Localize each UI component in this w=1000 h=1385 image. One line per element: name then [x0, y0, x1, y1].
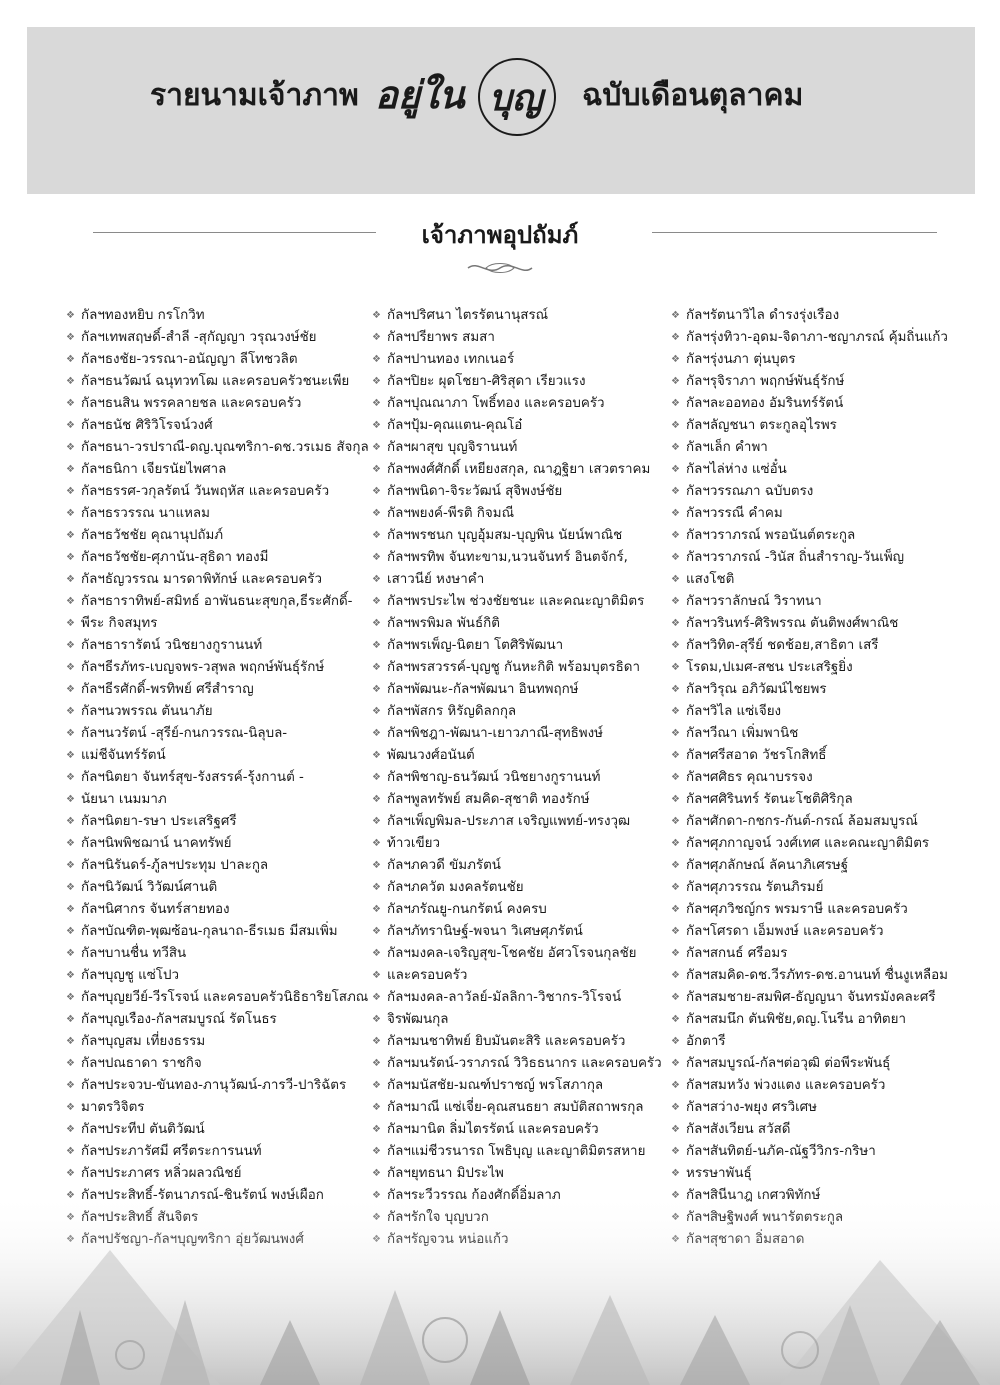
sponsor-name: ❖ กัลฯภควดี ขัมภรัตน์	[372, 855, 672, 877]
sponsor-name: ❖ นัยนา เนมมาภ	[66, 789, 366, 811]
sponsor-name: ❖ กัลฯวรรณภา ฉบับตรง	[671, 481, 971, 503]
sponsor-name: ❖ กัลฯภรัณยู-กนกรัตน์ คงครบ	[372, 899, 672, 921]
sponsor-name: ❖ พัฒนวงศ์อนันต์	[372, 745, 672, 767]
sponsor-name: ❖ กัลฯพยงค์-พีรติ กิจมณี	[372, 503, 672, 525]
sponsor-name: ❖ กัลฯศศิธร คุณาบรรจง	[671, 767, 971, 789]
sponsor-name: ❖ กัลฯปุ้ม-คุณแตน-คุณโอ๋	[372, 415, 672, 437]
sponsor-name: ❖ กัลฯปิยะ ผุดโชยา-ศิริสุดา เรียวแรง	[372, 371, 672, 393]
sponsor-name: ❖ กัลฯไล่ห่าง แซ่อั๋น	[671, 459, 971, 481]
sponsor-name: ❖ กัลฯปุณณาภา โพธิ์ทอง และครอบครัว	[372, 393, 672, 415]
sponsor-name: ❖ กัลฯบุญสม เที่ยงธรรม	[66, 1031, 366, 1053]
sponsor-name: ❖ กัลฯละออทอง อัมรินทร์รัตน์	[671, 393, 971, 415]
sponsor-name: ❖ และครอบครัว	[372, 965, 672, 987]
sponsor-name: ❖ กัลฯสมคิด-ดช.วีรภัทร-ดช.อานนท์ ซื่นงูเหลือม	[671, 965, 971, 987]
sponsor-name: ❖ เสาวนีย์ หงษาคำ	[372, 569, 672, 591]
sponsor-name: ❖ กัลฯสังเวียน สวัสดี	[671, 1119, 971, 1141]
sponsor-name: ❖ กัลฯธารารัตน์ วนิชยางกูรานนท์	[66, 635, 366, 657]
sponsor-name: ❖ กัลฯภัทรานิษฐ์-พจนา วิเศษศุภรัตน์	[372, 921, 672, 943]
sponsor-name: ❖ กัลฯศุภวรรณ รัตนภิรมย์	[671, 877, 971, 899]
title-left: รายนามเจ้าภาพ	[150, 78, 359, 113]
sponsor-name: ❖ กัลฯมงคล-ลาวัลย์-มัลลิกา-วิชากร-วิโรจน์	[372, 987, 672, 1009]
sponsor-name: ❖ กัลฯศักดา-กชกร-กันต์-กรณ์ ล้อมสมบูรณ์	[671, 811, 971, 833]
sponsor-name: ❖ กัลฯโศรดา เอ็มพงษ์ และครอบครัว	[671, 921, 971, 943]
sponsor-name: ❖ กัลฯนิศากร จันทร์สายทอง	[66, 899, 366, 921]
sponsor-name: ❖ โรดม,ปเมศ-สชน ประเสริฐยิ่ง	[671, 657, 971, 679]
sponsor-name: ❖ กัลฯพัฒนะ-กัลฯพัฒนา อินทพฤกษ์	[372, 679, 672, 701]
sponsor-name: ❖ กัลฯธนิกา เจียรนัยไพศาล	[66, 459, 366, 481]
sponsor-name: ❖ จิรพัฒนกุล	[372, 1009, 672, 1031]
divider-right	[652, 232, 937, 233]
sponsor-name: ❖ กัลฯมนรัตน์-วราภรณ์ วิวิธธนากร และครอบครัว	[372, 1053, 672, 1075]
sponsor-name: ❖ กัลฯศุภวิชญ์กร พรมราษี และครอบครัว	[671, 899, 971, 921]
sponsor-name: ❖ กัลฯธนา-วรปราณี-ดญ.บุณฑริกา-ดช.วรเมธ สัจกุล	[66, 437, 366, 459]
sponsor-name: ❖ กัลฯนิรันดร์-ภู้ลฯประทุม ปาละกูล	[66, 855, 366, 877]
sponsor-name: ❖ กัลฯบัณฑิต-พุฒซ้อน-กุลนาถ-ธีรเมธ มีสมเพิ่ม	[66, 921, 366, 943]
sponsor-name: ❖ กัลฯผาสุข บุญจิรานนท์	[372, 437, 672, 459]
sponsor-name: ❖ กัลฯบานชื่น ทวีสิน	[66, 943, 366, 965]
sponsor-name: ❖ กัลฯพงศ์ศักดิ์ เหยียงสกุล, ณาฎฐิยา เสวตราคม	[372, 459, 672, 481]
sponsor-name: ❖ กัลฯวราภรณ์ พรอนันต์ตระกูล	[671, 525, 971, 547]
sponsor-name: ❖ กัลฯมนชาทิพย์ ยิบมันตะสิริ และครอบครัว	[372, 1031, 672, 1053]
anu-bun-logo	[367, 42, 577, 152]
sponsor-name: ❖ กัลฯธนัช ศิริวิโรจน์วงศ์	[66, 415, 366, 437]
sponsor-name: ❖ กัลฯประภาศร หลิ่วผลวณิชย์	[66, 1163, 366, 1185]
sponsor-name: ❖ กัลฯปริศนา ไตรรัตนานุสรณ์	[372, 305, 672, 327]
sponsor-name: ❖ กัลฯธวัชชัย คุณานุปถัมภ์	[66, 525, 366, 547]
sponsor-name: ❖ กัลฯนิตยา-รษา ประเสริฐศรี	[66, 811, 366, 833]
sponsor-name: ❖ กัลฯศุภกาญจน์ วงศ์เทศ และคณะญาติมิตร	[671, 833, 971, 855]
sponsor-name: ❖ กัลฯพิชาญ-ธนวัฒน์ วนิชยางกูรานนท์	[372, 767, 672, 789]
sponsor-name: ❖ กัลฯพรพิมล พันธ์กิติ	[372, 613, 672, 635]
sponsor-name: ❖ กัลฯวราลักษณ์ วิราทนา	[671, 591, 971, 613]
sponsor-name: ❖ กัลฯนวพรรณ ตันนาภัย	[66, 701, 366, 723]
sponsor-list-column-1	[66, 305, 369, 1251]
sponsor-name: ❖ กัลฯเล็ก คำพา	[671, 437, 971, 459]
sponsor-name: ❖ กัลฯรัตนาวิไล ดำรงรุ่งเรือง	[671, 305, 971, 327]
sponsor-name: ❖ กัลฯเพ็ญพิมล-ประภาส เจริญแพทย์-ทรงวุฒ	[372, 811, 672, 833]
sponsor-name: ❖ กัลฯวรินทร์-ศิริพรรณ ตันติพงศ์พาณิช	[671, 613, 971, 635]
sponsor-name: ❖ กัลฯศศิรินทร์ รัตนะโชติศิริกุล	[671, 789, 971, 811]
sponsor-name: ❖ กัลฯสว่าง-พยุง ศรวิเศษ	[671, 1097, 971, 1119]
sponsor-name: ❖ กัลฯธนสิน พรรคลายชล และครอบครัว	[66, 393, 366, 415]
sponsor-name: ❖ กัลฯศุภลักษณ์ ลัคนาภิเศรษฐ์	[671, 855, 971, 877]
sponsor-name: ❖ กัลฯวิรุณ อภิวัฒน์ไชยพร	[671, 679, 971, 701]
sponsor-list-column-3	[671, 305, 971, 1251]
sponsor-name: ❖ กัลฯพูลทรัพย์ สมคิด-สุชาติ ทองรักษ์	[372, 789, 672, 811]
sponsor-list-column-2	[372, 305, 672, 1251]
sponsor-name: ❖ กัลฯแม่ชีวรนารถ โพธิบุญ และญาติมิตรสหาย	[372, 1141, 672, 1163]
sponsor-name: ❖ กัลฯพรประไพ ช่วงชัยชนะ และคณะญาติมิตร	[372, 591, 672, 613]
sponsor-name: ❖ กัลฯธรรศ-วกุลรัตน์ วันพฤหัส และครอบครัว	[66, 481, 366, 503]
sponsor-name: ❖ กัลฯลัญชนา ตระกูลอุไรพร	[671, 415, 971, 437]
flourish-ornament	[466, 258, 534, 278]
sponsor-name: ❖ กัลฯประทีป ตันติวัฒน์	[66, 1119, 366, 1141]
sponsor-name: ❖ กัลฯประจวบ-ขันทอง-ภานุวัฒน์-ภารวี-ปาริฉัตร	[66, 1075, 366, 1097]
sponsor-name: ❖ กัลฯมานิต ลิ่มไตรรัตน์ และครอบครัว	[372, 1119, 672, 1141]
sponsor-name: ❖ กัลฯบุญยวีย์-วีรโรจน์ และครอบครัวนิธิธาริยโสภณ	[66, 987, 366, 1009]
sponsor-name: ❖ กัลฯวรรณี คำคม	[671, 503, 971, 525]
sponsor-name: ❖ กัลฯพิชฎา-พัฒนา-เยาวภาณี-สุทธิพงษ์	[372, 723, 672, 745]
sponsor-name: ❖ กัลฯนิวัฒน์ วิวัฒน์ศานติ	[66, 877, 366, 899]
sponsor-name: ❖ กัลฯรุจิราภา พฤกษ์พันธุ์รักษ์	[671, 371, 971, 393]
sponsor-name: ❖ พีระ กิจสมุทร	[66, 613, 366, 635]
sponsor-name: ❖ กัลฯธรวรรณ นาแหลม	[66, 503, 366, 525]
sponsor-name: ❖ กัลฯสันทิตย์-นภัค-ณัฐวีวิกร-กริษา	[671, 1141, 971, 1163]
sponsor-name: ❖ กัลฯภควัต มงคลรัตนชัย	[372, 877, 672, 899]
sponsor-name: ❖ ท้าวเขียว	[372, 833, 672, 855]
sponsor-name: ❖ กัลฯมงคล-เจริญสุข-โชคชัย อัศวโรจนกุลชัย	[372, 943, 672, 965]
sponsor-name: ❖ กัลฯปณธาดา ราชกิจ	[66, 1053, 366, 1075]
sponsor-name: ❖ กัลฯธนวัฒน์ ฉนุทวทโฒ และครอบครัวชนะเพีย	[66, 371, 366, 393]
sponsor-name: ❖ กัลฯวราภรณ์ -วินัส ถิ่นสำราญ-วันเพ็ญ	[671, 547, 971, 569]
sponsor-name: ❖ กัลฯนิพพิชฌาน์ นาคทรัพย์	[66, 833, 366, 855]
sponsor-name: ❖ กัลฯสมบูรณ์-กัลฯต่อวุฒิ ต่อพีระพันธุ์	[671, 1053, 971, 1075]
sponsor-name: ❖ แสงโชติ	[671, 569, 971, 591]
sponsor-name: ❖ กัลฯเทพสฤษดิ์-สำลี -สุกัญญา วรุณวงษ์ชัย	[66, 327, 366, 349]
sponsor-name: ❖ กัลฯสมชาย-สมพิศ-ธัญญนา จันทรมังคละศรี	[671, 987, 971, 1009]
sponsor-name: ❖ กัลฯพนิดา-จิระวัฒน์ สุจิพงษ์ชัย	[372, 481, 672, 503]
sponsor-name: ❖ กัลฯธวัชชัย-ศุภานัน-สุธิดา ทองมี	[66, 547, 366, 569]
sponsor-name: ❖ กัลฯทองหยิบ กรโกวิท	[66, 305, 366, 327]
sponsor-name: ❖ แม่ชีจันทร์รัตน์	[66, 745, 366, 767]
sponsor-name: ❖ กัลฯปานทอง เทกเนอร์	[372, 349, 672, 371]
sponsor-name: ❖ กัลฯพรทิพ จันทะขาม,นวนจันทร์ อินตจักร์,	[372, 547, 672, 569]
sponsor-name: ❖ กัลฯพรชนก บุญอุ้มสม-บุญพิน นัยน์พาณิช	[372, 525, 672, 547]
sponsor-name: ❖ กัลฯสมหวัง พ่วงแตง และครอบครัว	[671, 1075, 971, 1097]
sponsor-name: ❖ กัลฯธีรศักดิ์-พรทิพย์ ศรีสำราญ	[66, 679, 366, 701]
logo-text-2: บุญ	[489, 77, 543, 119]
sponsor-name: ❖ กัลฯยุทธนา มิประไพ	[372, 1163, 672, 1185]
section-title: เจ้าภาพอุปถัมภ์	[421, 221, 579, 249]
sponsor-name: ❖ กัลฯบุญชู แซ่โปว	[66, 965, 366, 987]
sponsor-name: ❖ กัลฯธงชัย-วรรณา-อนัญญา ลีโทชวลิต	[66, 349, 366, 371]
sponsor-name: ❖ กัลฯวิไล แซ่เจียง	[671, 701, 971, 723]
sponsor-name: ❖ กัลฯวีณา เพิ่มพานิช	[671, 723, 971, 745]
sponsor-name: ❖ กัลฯรุ่งทิวา-อุดม-จิดาภา-ชญาภรณ์ คุ้มถิ่นแก้ว	[671, 327, 971, 349]
sponsor-name: ❖ กัลฯมนัสชัย-มณฑ์ปราชญ์ พรโสภากุล	[372, 1075, 672, 1097]
sponsor-name: ❖ อักตารี	[671, 1031, 971, 1053]
sponsor-name: ❖ มาตรวิจิตร	[66, 1097, 366, 1119]
sponsor-name: ❖ กัลฯบุญเรือง-กัลฯสมบูรณ์ รัตโนธร	[66, 1009, 366, 1031]
sponsor-name: ❖ กัลฯมาณี แซ่เจี่ย-คุณสนธยา สมบัติสถาพรกุล	[372, 1097, 672, 1119]
sponsor-name: ❖ หรรษาพันธุ์	[671, 1163, 971, 1185]
sponsor-name: ❖ กัลฯวิทิต-สุรีย์ ชดช้อย,สาธิตา เสรี	[671, 635, 971, 657]
sponsor-name: ❖ กัลฯปรียาพร สมสา	[372, 327, 672, 349]
sponsor-name: ❖ กัลฯสกนธ์ ศรีอมร	[671, 943, 971, 965]
sponsor-name: ❖ กัลฯศรีสอาด วัชรโกสิทธิ์	[671, 745, 971, 767]
sponsor-name: ❖ กัลฯพรสวรรค์-บุญชู กันหะกิติ พร้อมบุตรธิดา	[372, 657, 672, 679]
sponsor-name: ❖ กัลฯรุ่งนภา ตุ่นบุตร	[671, 349, 971, 371]
sponsor-name: ❖ กัลฯธาราทิพย์-สมิทธ์ อาพันธนะสุขกุล,ธีระศักดิ์-	[66, 591, 366, 613]
sponsor-name: ❖ กัลฯนวรัตน์ -สุรีย์-กนกวรรณ-นิลุบล-	[66, 723, 366, 745]
sponsor-name: ❖ กัลฯพัสกร หิรัญดิลกกุล	[372, 701, 672, 723]
crystal-background-decoration	[0, 1190, 1000, 1385]
sponsor-name: ❖ กัลฯนิตยา จันทร์สุข-รังสรรค์-รุ้งกานต์ -	[66, 767, 366, 789]
sponsor-name: ❖ กัลฯธัญวรรณ มารดาพิทักษ์ และครอบครัว	[66, 569, 366, 591]
sponsor-name: ❖ กัลฯสมนึก ตันพิชัย,ดญ.โนรีน อาทิตยา	[671, 1009, 971, 1031]
sponsor-name: ❖ กัลฯธีรภัทร-เบญจพร-วสุพล พฤกษ์พันธุ์รักษ์	[66, 657, 366, 679]
logo-text-1: อยู่ใน	[375, 72, 465, 117]
sponsor-name: ❖ กัลฯประภารัศมี ศรีตระการนนท์	[66, 1141, 366, 1163]
title-right: ฉบับเดือนตุลาคม	[582, 78, 804, 113]
sponsor-name: ❖ กัลฯพรเพ็ญ-นิตยา โตศิริพัฒนา	[372, 635, 672, 657]
